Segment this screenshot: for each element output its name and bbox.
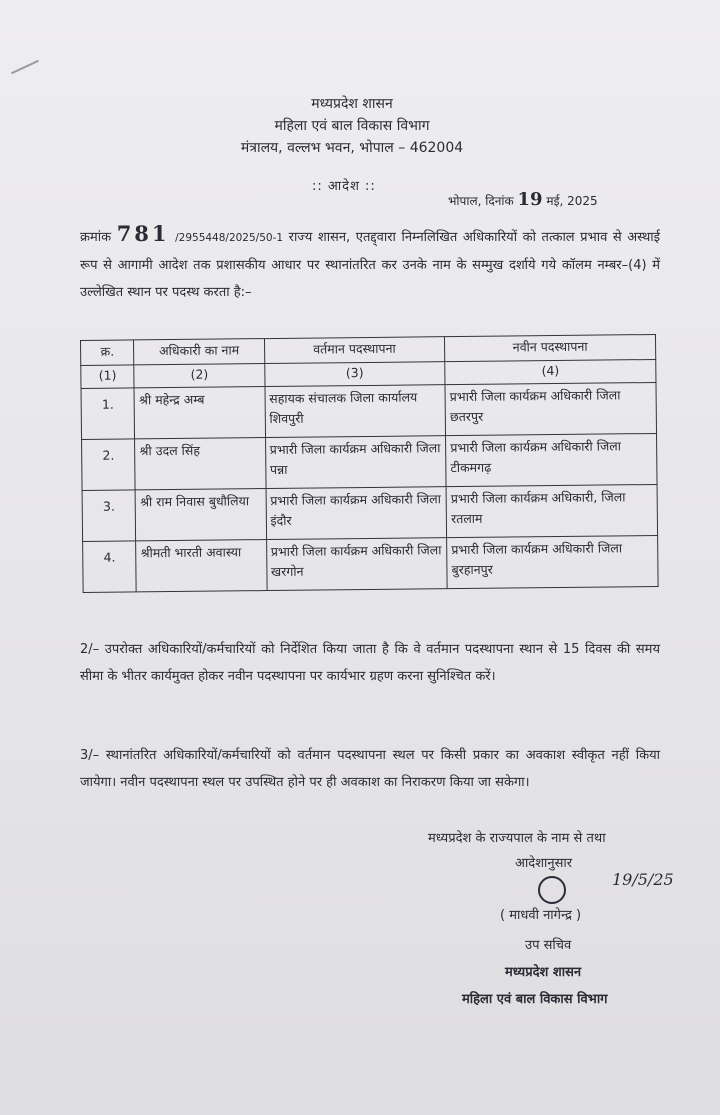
department-name: महिला एवं बाल विकास विभाग [274, 118, 430, 134]
govt-name: मध्यप्रदेश शासन [311, 96, 393, 112]
row-current-posting: प्रभारी जिला कार्यक्रम अधिकारी जिला पन्ना [265, 436, 446, 489]
row-officer-name: श्री राम निवास बुधौलिया [136, 489, 267, 541]
header-new-posting: नवीन पदस्थापना [445, 334, 656, 361]
row-new-posting: प्रभारी जिला कार्यक्रम अधिकारी जिला बुरहानपुर [447, 535, 658, 588]
table-row [83, 535, 659, 592]
date-prefix: भोपाल, दिनांक [448, 194, 514, 208]
header-current-posting: वर्तमान पदस्थापना [264, 337, 445, 364]
scratch-mark [11, 60, 39, 74]
column-number: (4) [445, 359, 656, 384]
header-officer-name: अधिकारी का नाम [134, 339, 264, 365]
office-address: मंत्रालय, वल्लभ भवन, भोपाल – 462004 [240, 140, 464, 156]
row-current-posting: सहायक संचालक जिला कार्यालय शिवपुरी [265, 385, 446, 438]
order-paragraph-2: 2/– उपरोक्त अधिकारियों/कर्मचारियों को निर्देशित किया जाता है कि वे वर्तमान पदस्थापना स्थान से 15 दिवस की समय सीमा के भीतर कार्यमुक्त होकर नवीन पदस्थापना पर कार्यभार ग्रहण करना सुनिश्चित करें। [80, 642, 660, 684]
row-current-posting: प्रभारी जिला कार्यक्रम अधिकारी जिला खरगोन [266, 538, 447, 591]
row-serial: 1. [81, 388, 135, 440]
order-heading: :: आदेश :: [312, 179, 376, 194]
row-serial: 4. [83, 541, 137, 593]
row-serial: 3. [82, 490, 136, 542]
row-new-posting: प्रभारी जिला कार्यक्रम अधिकारी जिला टीकमगढ़ [446, 433, 657, 486]
authority-line: मध्यप्रदेश के राज्यपाल के नाम से तथा [428, 831, 606, 846]
authority-line-2: आदेशानुसार [515, 856, 573, 871]
signatory-designation: उप सचिव [525, 938, 572, 953]
date-day: 19 [517, 189, 543, 210]
signatory-name: ( माधवी नागेन्द्र ) [500, 908, 582, 923]
table-row [82, 484, 658, 541]
table-row [82, 433, 658, 490]
order-text: राज्य शासन, एतद्द्वारा निम्नलिखित अधिकारियों को तत्काल प्रभाव से अस्थाई रूप से आगामी आदेश तक प्रशासकीय आधार पर स्थानांतरित कर उनके नाम के सम्मुख दर्शाये गये कॉलम नम्बर–(4) में उल्लेखित स्थान पर पदस्थ करता है:– [80, 230, 661, 300]
date-rest: मई, 2025 [546, 194, 598, 208]
signatory-office: मध्यप्रदेश शासन [505, 965, 582, 980]
order-paragraph-1 [80, 220, 660, 306]
transfer-table [80, 334, 659, 593]
kramank-number: 781 [116, 221, 170, 246]
date-line [448, 189, 598, 210]
column-number: (1) [81, 365, 135, 389]
kramank-label: क्रमांक [80, 230, 112, 245]
row-officer-name: श्री महेन्द्र अम्ब [134, 387, 265, 439]
row-officer-name: श्रीमती भारती अवास्या [136, 540, 267, 592]
row-new-posting: प्रभारी जिला कार्यक्रम अधिकारी, जिला रतलाम [446, 484, 657, 537]
row-serial: 2. [82, 439, 136, 491]
row-current-posting: प्रभारी जिला कार्यक्रम अधिकारी जिला इंदौर [266, 487, 447, 540]
signature-date: 19/5/25 [612, 870, 674, 889]
header-serial: क्र. [81, 340, 135, 366]
row-officer-name: श्री उदल सिंह [135, 438, 266, 490]
column-number: (3) [264, 362, 445, 387]
column-number: (2) [134, 364, 264, 388]
file-reference: /2955448/2025/50-1 [175, 232, 284, 244]
table-row [81, 382, 657, 439]
signature-icon [538, 876, 566, 904]
order-paragraph-3: 3/– स्थानांतरित अधिकारियों/कर्मचारियों को वर्तमान पदस्थापना स्थल पर किसी प्रकार का अवकाश स्वीकृत नहीं किया जायेगा। नवीन पदस्थापना स्थल पर उपस्थित होने पर ही अवकाश का निराकरण किया जा सकेगा। [80, 748, 660, 790]
signatory-department: महिला एवं बाल विकास विभाग [462, 992, 608, 1007]
row-new-posting: प्रभारी जिला कार्यक्रम अधिकारी जिला छतरपुर [445, 382, 656, 435]
